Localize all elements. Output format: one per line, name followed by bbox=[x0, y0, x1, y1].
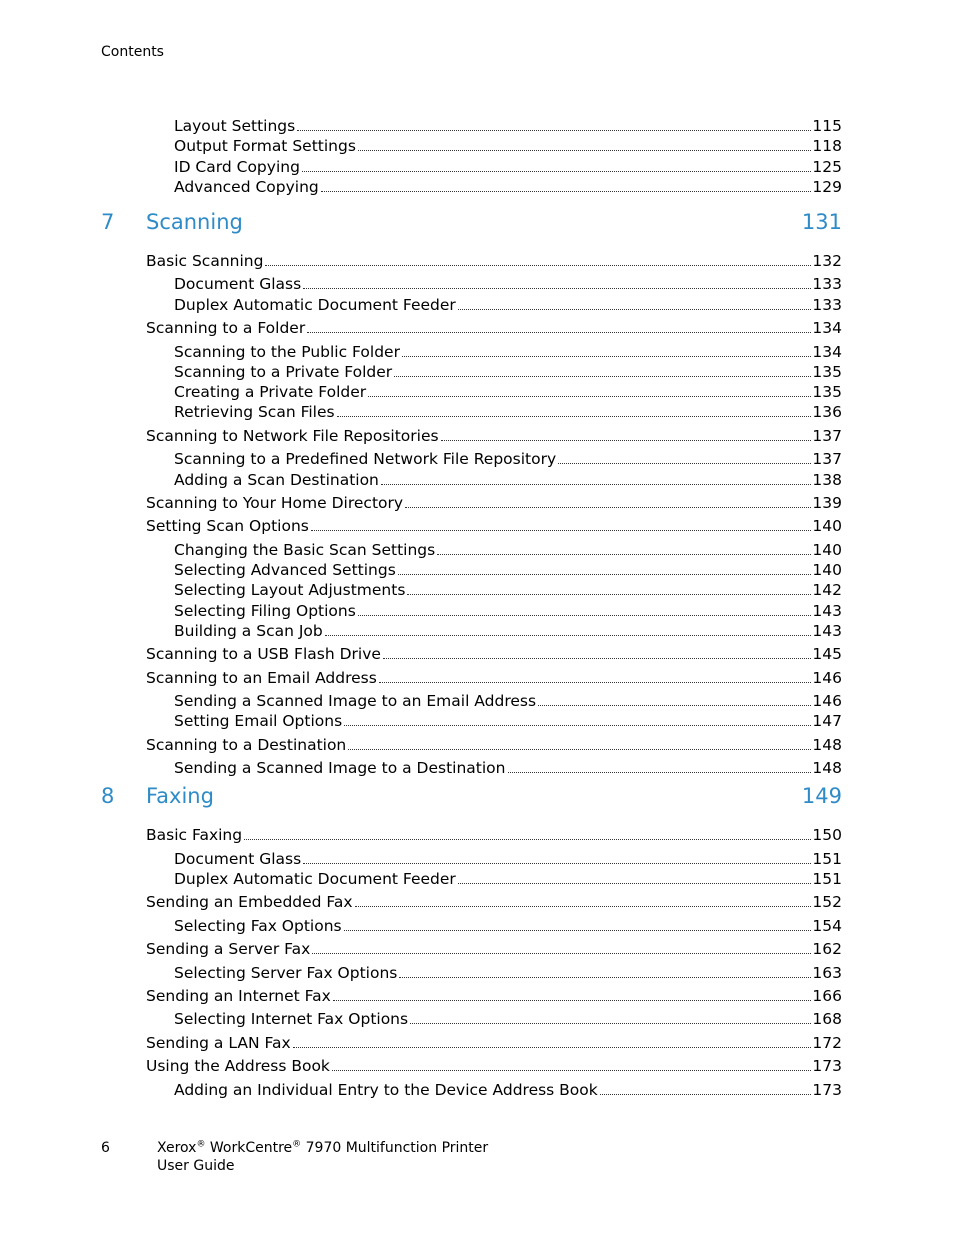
footer-model: 7970 Multifunction Printer bbox=[305, 1140, 489, 1156]
footer-product-name bbox=[157, 1140, 488, 1156]
dot-leader bbox=[332, 1069, 811, 1071]
toc-entry-title: Setting Scan Options bbox=[146, 517, 309, 536]
toc-entry[interactable] bbox=[174, 115, 842, 137]
toc-entry-page: 133 bbox=[812, 295, 842, 314]
dot-leader bbox=[458, 882, 812, 884]
toc-entry[interactable] bbox=[146, 643, 842, 665]
toc-entry-title: Selecting Server Fax Options bbox=[174, 963, 398, 982]
dot-leader bbox=[398, 573, 812, 575]
toc-entry-title: Selecting Internet Fax Options bbox=[174, 1010, 409, 1029]
toc-entry[interactable] bbox=[174, 1008, 842, 1030]
toc-entry-page: 172 bbox=[812, 1033, 842, 1052]
toc-entry-page: 132 bbox=[812, 252, 842, 270]
dot-leader bbox=[394, 375, 811, 377]
toc-entry-page: 146 bbox=[812, 668, 842, 687]
toc-entry-page: 173 bbox=[812, 1080, 842, 1099]
toc-entry[interactable] bbox=[174, 915, 842, 937]
toc-entry[interactable] bbox=[174, 1079, 842, 1101]
toc-entry-page: 140 bbox=[812, 540, 842, 559]
toc-entry-title: Scanning to an Email Address bbox=[146, 668, 377, 687]
toc-entry[interactable] bbox=[146, 667, 842, 689]
toc-entry[interactable] bbox=[174, 710, 842, 732]
toc-entry-title: Retrieving Scan Files bbox=[174, 403, 335, 422]
toc-entry-title: Basic Faxing bbox=[146, 826, 243, 845]
toc-entry-page: 148 bbox=[812, 735, 842, 754]
footer-guide-title: User Guide bbox=[157, 1158, 235, 1174]
chapter-number: 7 bbox=[101, 210, 115, 234]
toc-entry[interactable] bbox=[146, 824, 842, 846]
toc-entry-page: 136 bbox=[812, 403, 842, 422]
toc-entry[interactable] bbox=[146, 492, 842, 514]
toc-entry-title: Scanning to a Folder bbox=[146, 319, 306, 338]
toc-entry[interactable] bbox=[174, 381, 842, 403]
toc-entry[interactable] bbox=[146, 1032, 842, 1054]
toc-entry-title: Sending a Scanned Image to an Email Address bbox=[174, 692, 537, 711]
dot-leader bbox=[303, 287, 811, 289]
dot-leader bbox=[321, 190, 812, 192]
dot-leader bbox=[348, 748, 811, 750]
dot-leader bbox=[293, 1046, 812, 1048]
toc-entry-page: 140 bbox=[812, 561, 842, 579]
toc-entry-title: Selecting Filing Options bbox=[174, 601, 356, 620]
toc-entry[interactable] bbox=[146, 734, 842, 756]
toc-entry[interactable] bbox=[174, 135, 842, 157]
dot-leader bbox=[333, 999, 812, 1001]
toc-entry-title: Changing the Basic Scan Settings bbox=[174, 540, 436, 559]
toc-entry-title: Creating a Private Folder bbox=[174, 383, 367, 402]
toc-entry[interactable] bbox=[174, 176, 842, 198]
toc-entry-page: 151 bbox=[812, 869, 842, 888]
toc-entry[interactable] bbox=[174, 273, 842, 295]
toc-entry-page: 137 bbox=[812, 426, 842, 445]
toc-entry-title: Scanning to Your Home Directory bbox=[146, 493, 404, 512]
dot-leader bbox=[441, 439, 812, 441]
toc-entry[interactable] bbox=[174, 868, 842, 890]
toc-entry-page: 154 bbox=[812, 916, 842, 935]
toc-entry-title: Basic Scanning bbox=[146, 252, 264, 270]
toc-entry-title: Scanning to a Private Folder bbox=[174, 362, 393, 381]
footer-reg-mark-2: ® bbox=[292, 1139, 302, 1150]
toc-entry-title: Layout Settings bbox=[174, 117, 296, 135]
dot-leader bbox=[337, 415, 812, 417]
toc-entry-page: 135 bbox=[812, 383, 842, 402]
dot-leader bbox=[344, 724, 811, 726]
chapter-number: 8 bbox=[101, 784, 115, 809]
toc-entry-page: 152 bbox=[812, 893, 842, 912]
toc-entry[interactable] bbox=[174, 579, 842, 601]
toc-entry-title: Scanning to a USB Flash Drive bbox=[146, 645, 381, 664]
toc-entry-title: Sending an Internet Fax bbox=[146, 986, 331, 1005]
toc-entry[interactable] bbox=[174, 600, 842, 622]
chapter-heading[interactable] bbox=[101, 207, 842, 237]
toc-entry-page: 147 bbox=[812, 712, 842, 731]
toc-entry-title: Scanning to the Public Folder bbox=[174, 342, 400, 361]
toc-entry-page: 146 bbox=[812, 692, 842, 711]
dot-leader bbox=[358, 149, 812, 151]
toc-entry-title: Sending a Scanned Image to a Destination bbox=[174, 759, 506, 778]
chapter-heading[interactable] bbox=[101, 781, 842, 811]
toc-entry-page: 143 bbox=[812, 601, 842, 620]
toc-entry-page: 125 bbox=[812, 157, 842, 176]
toc-entry-page: 133 bbox=[812, 275, 842, 294]
toc-entry[interactable] bbox=[174, 361, 842, 383]
toc-entry[interactable] bbox=[174, 539, 842, 561]
dot-leader bbox=[325, 634, 812, 636]
dot-leader bbox=[402, 355, 811, 357]
toc-entry-title: Document Glass bbox=[174, 275, 302, 294]
toc-entry-title: Building a Scan Job bbox=[174, 621, 323, 640]
dot-leader bbox=[558, 462, 811, 464]
toc-entry-title: Scanning to a Predefined Network File Repository bbox=[174, 450, 557, 469]
toc-entry[interactable] bbox=[174, 559, 842, 581]
toc-entry[interactable] bbox=[146, 985, 842, 1007]
toc-entry-title: Scanning to a Destination bbox=[146, 735, 347, 754]
toc-entry[interactable] bbox=[146, 1055, 842, 1077]
footer-reg-mark-1: ® bbox=[196, 1139, 206, 1150]
dot-leader bbox=[355, 905, 812, 907]
toc-entry-page: 151 bbox=[812, 849, 842, 868]
toc-entry[interactable] bbox=[174, 690, 842, 712]
dot-leader bbox=[265, 264, 811, 266]
dot-leader bbox=[399, 976, 811, 978]
toc-entry-title: Advanced Copying bbox=[174, 177, 319, 196]
toc-entry-title: Duplex Automatic Document Feeder bbox=[174, 295, 456, 314]
dot-leader bbox=[302, 170, 811, 172]
toc-entry[interactable] bbox=[146, 317, 842, 339]
toc-entry-page: 145 bbox=[812, 645, 842, 664]
toc-entry-page: 140 bbox=[812, 517, 842, 536]
toc-entry-title: Sending a Server Fax bbox=[146, 940, 311, 959]
dot-leader bbox=[358, 614, 812, 616]
toc-entry-title: Setting Email Options bbox=[174, 712, 343, 731]
dot-leader bbox=[344, 929, 812, 931]
dot-leader bbox=[538, 704, 811, 706]
toc-entry[interactable] bbox=[174, 757, 842, 779]
toc-entry-title: ID Card Copying bbox=[174, 157, 300, 176]
dot-leader bbox=[303, 862, 811, 864]
toc-entry-title: Adding an Individual Entry to the Device Address Book bbox=[174, 1080, 598, 1099]
toc-entry-page: 135 bbox=[812, 362, 842, 381]
toc-entry[interactable] bbox=[146, 425, 842, 447]
toc-entry-title: Document Glass bbox=[174, 849, 302, 868]
dot-leader bbox=[508, 771, 812, 773]
toc-entry[interactable] bbox=[174, 962, 842, 984]
dot-leader bbox=[379, 681, 812, 683]
toc-entry-page: 162 bbox=[812, 940, 842, 959]
dot-leader bbox=[458, 308, 812, 310]
toc-entry[interactable] bbox=[174, 469, 842, 491]
toc-entry[interactable] bbox=[146, 515, 842, 537]
toc-entry-page: 137 bbox=[812, 450, 842, 469]
chapter-page: 149 bbox=[801, 784, 842, 809]
toc-entry-page: 142 bbox=[812, 581, 842, 600]
toc-entry[interactable] bbox=[146, 938, 842, 960]
dot-leader bbox=[437, 553, 811, 555]
toc-entry[interactable] bbox=[146, 250, 842, 272]
dot-leader bbox=[410, 1022, 811, 1024]
toc-entry-title: Selecting Layout Adjustments bbox=[174, 581, 406, 600]
dot-leader bbox=[381, 483, 812, 485]
running-header: Contents bbox=[101, 44, 164, 60]
toc-entry-title: Selecting Fax Options bbox=[174, 916, 342, 935]
toc-entry-page: 166 bbox=[812, 986, 842, 1005]
toc-entry[interactable] bbox=[174, 848, 842, 870]
toc-entry-title: Selecting Advanced Settings bbox=[174, 561, 396, 579]
toc-entry-title: Duplex Automatic Document Feeder bbox=[174, 869, 456, 888]
toc-entry-page: 150 bbox=[812, 826, 842, 845]
toc-entry-page: 168 bbox=[812, 1010, 842, 1029]
toc-entry-page: 118 bbox=[812, 137, 842, 156]
toc-entry-page: 143 bbox=[812, 621, 842, 640]
toc-entry-page: 134 bbox=[812, 342, 842, 361]
dot-leader bbox=[297, 129, 811, 131]
footer-brand: Xerox bbox=[157, 1140, 197, 1156]
toc-entry-page: 173 bbox=[812, 1057, 842, 1076]
toc-entry-page: 129 bbox=[812, 177, 842, 196]
dot-leader bbox=[383, 657, 811, 659]
toc-entry[interactable] bbox=[174, 294, 842, 316]
toc-entry-page: 115 bbox=[812, 117, 842, 135]
footer-product: WorkCentre bbox=[209, 1140, 293, 1156]
toc-entry-title: Adding a Scan Destination bbox=[174, 470, 379, 489]
footer-page-number: 6 bbox=[101, 1140, 110, 1156]
dot-leader bbox=[311, 529, 812, 531]
chapter-title: Faxing bbox=[146, 784, 214, 809]
toc-entry-page: 139 bbox=[812, 493, 842, 512]
toc-entry-page: 138 bbox=[812, 470, 842, 489]
toc-entry-page: 148 bbox=[812, 759, 842, 778]
dot-leader bbox=[405, 506, 811, 508]
toc-entry[interactable] bbox=[174, 341, 842, 363]
toc-entry-page: 134 bbox=[812, 319, 842, 338]
dot-leader bbox=[368, 395, 811, 397]
toc-entry[interactable] bbox=[146, 891, 842, 913]
dot-leader bbox=[307, 331, 811, 333]
toc-entry-page: 163 bbox=[812, 963, 842, 982]
toc-entry-title: Output Format Settings bbox=[174, 137, 356, 156]
toc-entry-title: Sending a LAN Fax bbox=[146, 1033, 291, 1052]
dot-leader bbox=[244, 838, 811, 840]
toc-entry-title: Using the Address Book bbox=[146, 1057, 330, 1076]
dot-leader bbox=[407, 593, 811, 595]
chapter-page: 131 bbox=[801, 210, 842, 234]
toc-entry-title: Scanning to Network File Repositories bbox=[146, 426, 439, 445]
toc-entry[interactable] bbox=[174, 401, 842, 423]
toc-entry[interactable] bbox=[174, 448, 842, 470]
dot-leader bbox=[600, 1093, 812, 1095]
toc-entry-title: Sending an Embedded Fax bbox=[146, 893, 353, 912]
toc-entry[interactable] bbox=[174, 620, 842, 642]
toc-entry[interactable] bbox=[174, 156, 842, 178]
chapter-title: Scanning bbox=[146, 210, 243, 234]
dot-leader bbox=[312, 952, 811, 954]
